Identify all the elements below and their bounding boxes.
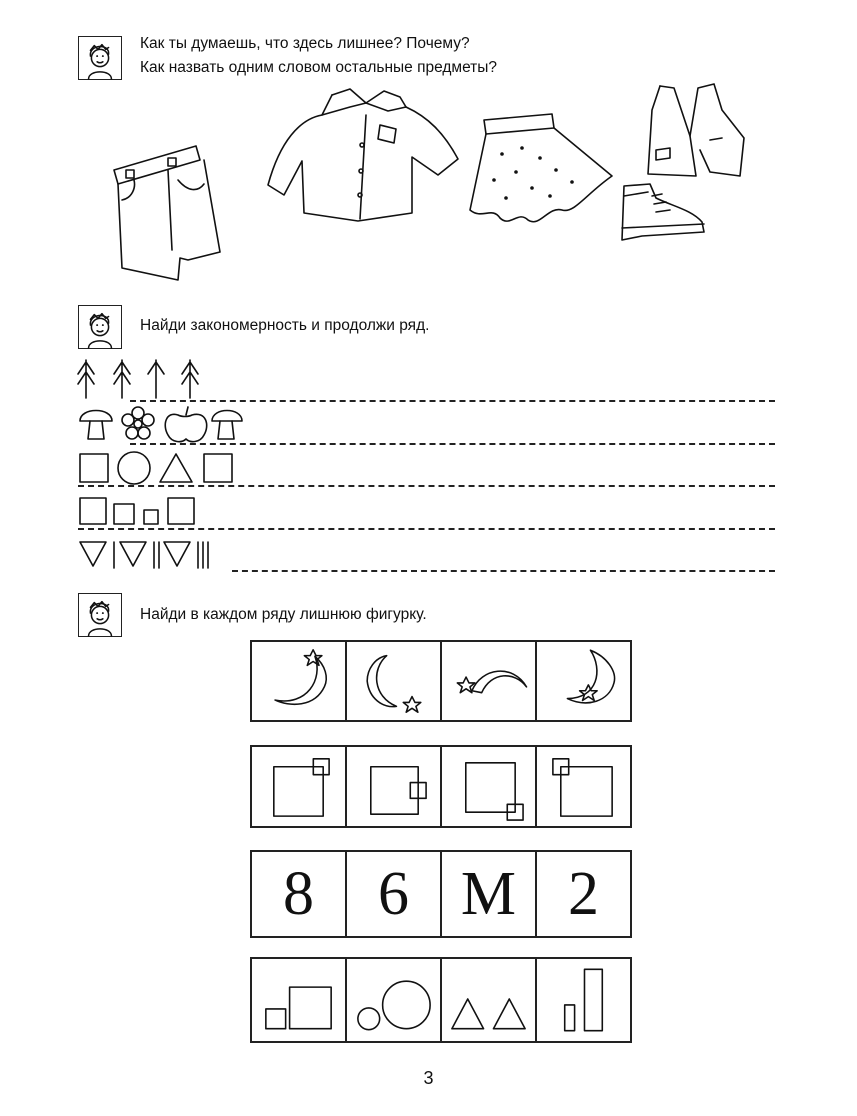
dashed-line [78,528,775,530]
glyph-8: 8 [283,860,314,928]
task1-question-line1: Как ты думаешь, что здесь лишнее? Почему? [140,35,470,52]
double-bar-icon [154,542,159,568]
mushroom-icon [80,411,112,440]
square-icon [204,454,232,482]
dashed-line [78,485,775,487]
moon-star-icon [537,642,630,720]
pattern-row-squares [78,494,208,528]
moon-star-icon [252,642,345,720]
skirt-icon [462,110,617,230]
arrow-up-icon [148,360,164,398]
dashed-line [232,570,775,572]
circle-icon [118,452,150,484]
dashed-line [130,443,775,445]
boot-icon [612,180,708,245]
glyph-cell[interactable] [442,852,537,936]
fir-tree-icon [78,360,94,398]
task1-question-line2: Как назвать одним словом остальные предметы? [140,59,498,76]
triple-bar-icon [198,542,208,568]
child-face-icon [78,36,122,80]
pair-cell[interactable] [347,959,442,1041]
glyph-cell[interactable] [252,852,347,936]
moon-star-cell[interactable] [537,642,630,720]
two-triangles-icon [442,959,535,1041]
two-squares-icon [252,959,345,1041]
triangle-icon [160,454,192,482]
figure-row-squares [250,745,632,828]
glyph-2: 2 [568,860,599,928]
square-medium-icon [114,504,134,524]
pattern-row-trees [74,358,214,400]
two-circles-icon [347,959,440,1041]
square-large-icon [80,498,106,524]
figure-row-pairs [250,957,632,1043]
page-number: 3 [423,1068,434,1088]
glyph-m: М [460,860,517,928]
figure-row-moons [250,640,632,722]
fir-tree-icon [114,360,130,398]
overlapping-squares-cell[interactable] [442,747,537,826]
overlapping-squares-icon [347,747,440,826]
overlapping-squares-icon [537,747,630,826]
moon-star-cell[interactable] [347,642,442,720]
moon-star-cell[interactable] [442,642,537,720]
overlapping-squares-icon [252,747,345,826]
fir-tree-icon [182,360,198,398]
apple-icon [165,407,206,442]
triangle-down-icon [164,542,190,566]
glyph-cell[interactable] [537,852,630,936]
task3-instruction: Найди в каждом ряду лишнюю фигурку. [140,606,427,623]
pair-cell[interactable] [252,959,347,1041]
mushroom-icon [212,411,242,440]
square-small-icon [144,510,158,524]
pair-cell[interactable] [442,959,537,1041]
moon-star-icon [442,642,535,720]
moon-star-cell[interactable] [252,642,347,720]
pattern-row-shapes [78,450,238,486]
triangle-down-icon [80,542,106,566]
figure-row-glyphs [250,850,632,938]
shirt-icon [262,85,470,225]
task1-question [140,32,497,80]
overlapping-squares-cell[interactable] [252,747,347,826]
glyph-cell[interactable] [347,852,442,936]
shorts-icon [108,140,233,285]
square-large-icon [168,498,194,524]
square-icon [80,454,108,482]
two-rectangles-icon [537,959,630,1041]
flower-icon [122,407,154,439]
triangle-down-icon [120,542,146,566]
pattern-row-triangles-bars [78,538,228,570]
dashed-line [130,400,775,402]
glyph-6: 6 [378,860,409,928]
vest-icon [640,80,752,180]
child-face-icon [78,593,122,637]
overlapping-squares-cell[interactable] [537,747,630,826]
moon-star-icon [347,642,440,720]
overlapping-squares-icon [442,747,535,826]
task2-instruction: Найди закономерность и продолжи ряд. [140,317,430,334]
child-face-icon [78,305,122,349]
pattern-row-objects [78,405,248,443]
pair-cell[interactable] [537,959,630,1041]
overlapping-squares-cell[interactable] [347,747,442,826]
